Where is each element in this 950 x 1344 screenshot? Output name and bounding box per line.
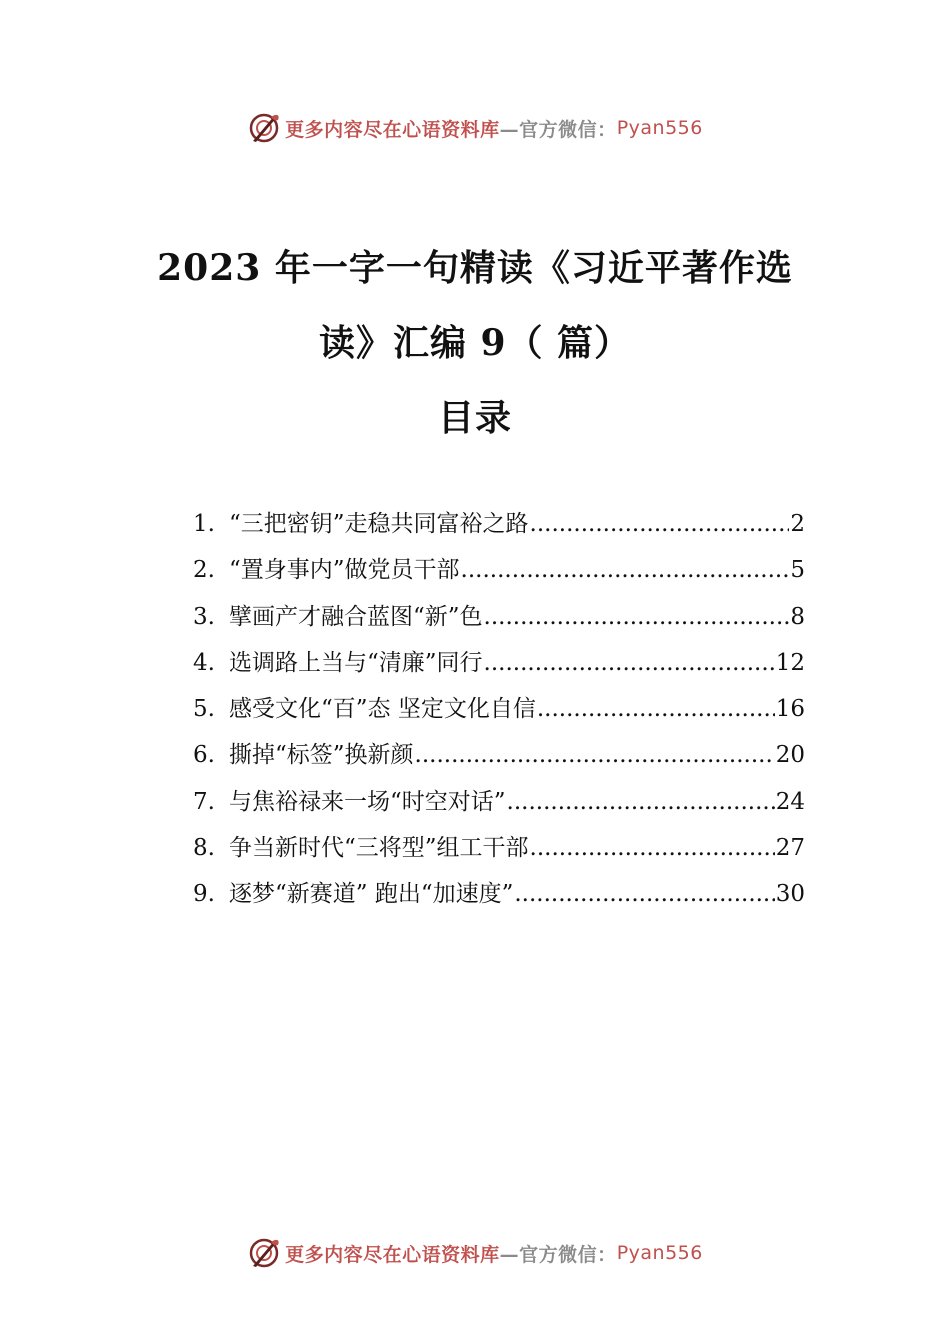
quill-pen-logo-icon — [247, 1236, 281, 1270]
toc-entry-9[interactable] — [193, 874, 805, 920]
document-title-line-1: 2023 年一字一句精读《习近平著作选 — [157, 247, 793, 289]
document-title-line-2: 读》汇编 9（ 篇） — [318, 322, 632, 364]
toc-entry-number: 7. — [193, 788, 215, 815]
toc-leader-dots — [537, 689, 775, 729]
banner-wechat-id: Pyan556 — [616, 117, 703, 139]
toc-entry-title: “三把密钥”走稳共同富裕之路 — [229, 511, 529, 537]
toc-leader-dots — [484, 643, 775, 683]
toc-entry-page: 12 — [775, 649, 805, 676]
toc-entry-5[interactable] — [193, 689, 805, 735]
toc-entry-page: 27 — [775, 835, 805, 862]
toc-entry-number: 6. — [193, 742, 215, 769]
toc-entry-3[interactable] — [193, 597, 805, 643]
toc-heading: 目录 — [437, 397, 512, 439]
banner-wechat-label: —官方微信： — [499, 1243, 617, 1266]
toc-leader-dots — [514, 874, 774, 914]
toc-entry-title: 与焦裕禄来一场“时空对话” — [229, 788, 506, 815]
toc-entry-title: 感受文化“百”态 坚定文化自信 — [229, 696, 536, 723]
toc-entry-6[interactable] — [193, 735, 805, 781]
toc-leader-dots — [484, 597, 790, 637]
toc-entry-page: 8 — [790, 603, 805, 630]
banner-slogan: 更多内容尽在心语资料库 — [285, 118, 500, 141]
toc-entry-1[interactable] — [193, 504, 805, 550]
toc-leader-dots — [530, 828, 775, 868]
banner-wechat-id: Pyan556 — [616, 1242, 703, 1264]
toc-entry-title: 擘画产才融合蓝图“新”色 — [229, 603, 483, 630]
toc-entry-8[interactable] — [193, 828, 805, 874]
header-banner — [0, 108, 950, 148]
toc-entry-page: 16 — [775, 696, 805, 723]
toc-entry-4[interactable] — [193, 643, 805, 689]
toc-entry-number: 2. — [193, 557, 215, 584]
toc-entry-7[interactable] — [193, 782, 805, 828]
toc-entry-2[interactable] — [193, 550, 805, 596]
toc-leader-dots — [415, 735, 775, 775]
toc-leader-dots — [461, 550, 790, 590]
toc-entry-title: “置身事内”做党员干部 — [229, 557, 460, 584]
toc-entry-number: 9. — [193, 881, 215, 908]
banner-slogan: 更多内容尽在心语资料库 — [285, 1243, 500, 1266]
banner-wechat-label: —官方微信： — [499, 118, 617, 141]
toc-entry-title: 撕掉“标签”换新颜 — [229, 742, 414, 769]
toc-entry-number: 5. — [193, 696, 215, 723]
toc-entry-number: 4. — [193, 649, 215, 676]
quill-pen-logo-icon — [247, 111, 281, 145]
toc-leader-dots — [507, 782, 775, 822]
toc-entry-number: 1. — [193, 511, 215, 537]
toc-leader-dots — [530, 504, 790, 544]
toc-entry-title: 逐梦“新赛道” 跑出“加速度” — [229, 881, 514, 908]
toc-entry-page: 2 — [790, 511, 805, 537]
toc-entry-page: 5 — [790, 557, 805, 584]
toc-entry-number: 8. — [193, 835, 215, 862]
toc-entry-page: 24 — [775, 788, 805, 815]
toc-entry-title: 争当新时代“三将型”组工干部 — [229, 835, 529, 862]
toc-entry-title: 选调路上当与“清廉”同行 — [229, 649, 483, 676]
toc-entry-page: 30 — [775, 881, 805, 908]
toc-entry-page: 20 — [775, 742, 805, 769]
table-of-contents — [193, 504, 805, 921]
toc-entry-number: 3. — [193, 603, 215, 630]
footer-banner — [0, 1233, 950, 1273]
